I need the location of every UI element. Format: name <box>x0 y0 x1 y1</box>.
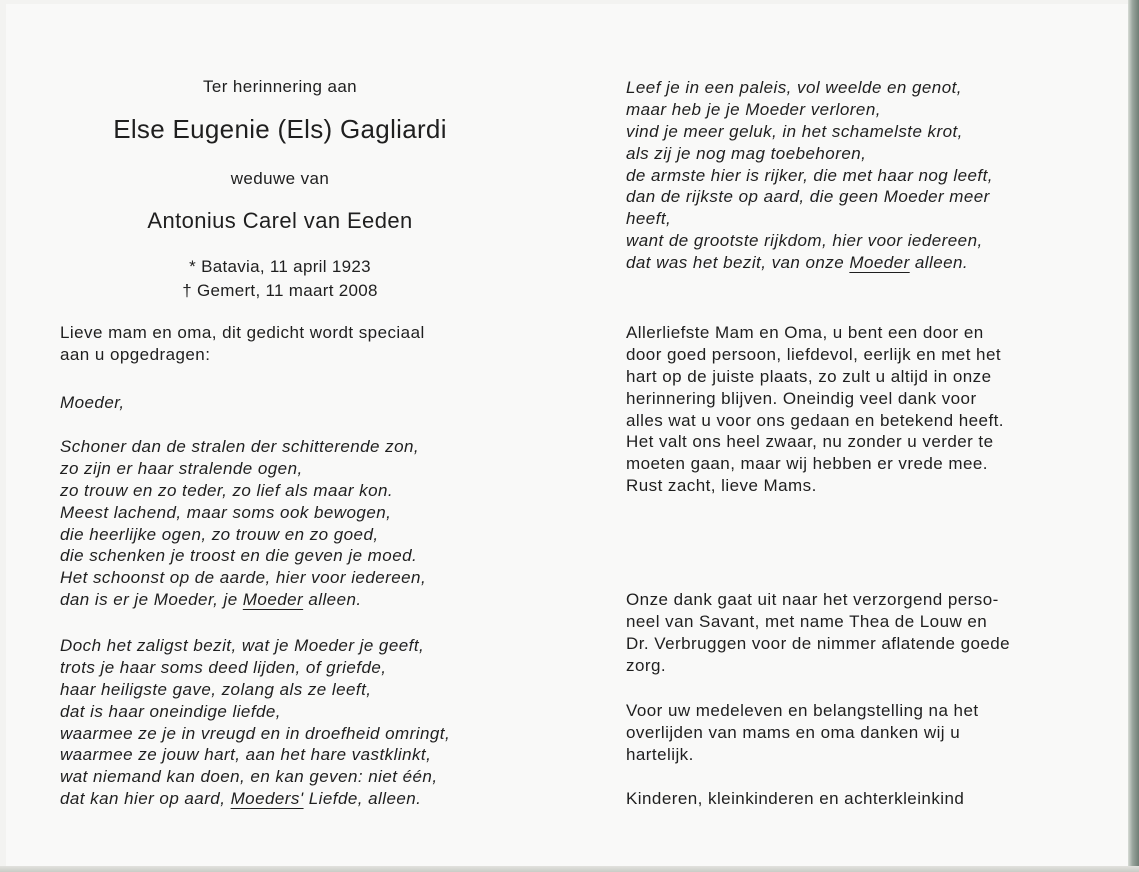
poem-line: die heerlijke ogen, zo trouw en zo goed, <box>60 524 379 544</box>
poem-line: dat is haar oneindige liefde, <box>60 701 281 721</box>
dedication-line: aan u opgedragen: <box>60 344 211 364</box>
farewell-line: door goed persoon, liefdevol, eerlijk en met het <box>626 344 1002 364</box>
poem-line: vind je meer geluk, in het schamelste krot, <box>626 121 963 141</box>
poem-line: Schoner dan de stralen der schitterende zon, <box>60 437 420 456</box>
farewell-line: Allerliefste Mam en Oma, u bent een door en <box>626 323 984 342</box>
deceased-name: Else Eugenie (Els) Gagliardi <box>113 114 447 144</box>
poem-line-final: dat kan hier op aard, Moeders' Liefde, alleen. <box>60 789 422 809</box>
poem-line-final: dan is er je Moeder, je Moeder alleen. <box>60 590 362 610</box>
farewell-line: moeten gaan, maar wij hebben er vrede mee. <box>626 454 988 474</box>
dedication-line: Lieve mam en oma, dit gedicht wordt speciaal <box>60 323 425 342</box>
poem-line: Het schoonst op de aarde, hier voor iedereen, <box>60 568 427 588</box>
thanks-line: zorg. <box>626 655 667 675</box>
spouse-name: Antonius Carel van Eeden <box>147 208 413 233</box>
poem-line: wat niemand kan doen, en kan geven: niet één, <box>60 767 438 787</box>
birth-date: * Batavia, 11 april 1923 <box>189 257 371 276</box>
underlined-word: Moeder <box>849 253 910 273</box>
thanks-line: Dr. Verbruggen voor de nimmer aflatende goede <box>626 633 1011 653</box>
poem-line: als zij je nog mag toebehoren, <box>626 143 867 163</box>
farewell-line: hart op de juiste plaats, zo zult u altijd in onze <box>626 366 992 386</box>
poem-line: heeft, <box>626 209 672 229</box>
card-bottom-edge <box>0 866 1139 872</box>
poem-title: Moeder, <box>60 393 125 412</box>
right-poem <box>626 77 993 274</box>
poem-line: waarmee ze je in vreugd en in droefheid omringt, <box>60 723 451 743</box>
poem-stanza-2 <box>60 635 450 810</box>
thanks-line: overlijden van mams en oma danken wij u <box>626 722 961 742</box>
death-date: † Gemert, 11 maart 2008 <box>182 281 378 300</box>
signature: Kinderen, kleinkinderen en achterkleinkind <box>626 789 965 808</box>
thanks-line: Voor uw medeleven en belangstelling na het <box>626 701 979 720</box>
poem-line: die schenken je troost en die geven je moed. <box>60 546 418 566</box>
thanks-line: Onze dank gaat uit naar het verzorgend perso- <box>626 590 999 609</box>
poem-line: want de grootste rijkdom, hier voor iedereen, <box>626 231 983 251</box>
poem-line: Leef je in een paleis, vol weelde en genot, <box>626 78 962 97</box>
poem-line-final: dat was het bezit, van onze Moeder alleen. <box>626 253 969 273</box>
poem-line: zo zijn er haar stralende ogen, <box>60 458 303 478</box>
underlined-word: Moeder <box>242 590 304 610</box>
poem-line: Meest lachend, maar soms ook bewogen, <box>60 502 392 522</box>
farewell-paragraph <box>626 322 1004 497</box>
poem-line: trots je haar soms deed lijden, of griefde, <box>60 657 387 677</box>
poem-line: maar heb je je Moeder verloren, <box>626 99 881 119</box>
poem-line: zo trouw en zo teder, zo lief als maar kon. <box>60 480 394 500</box>
poem-line: haar heiligste gave, zolang als ze leeft, <box>60 679 372 699</box>
poem-line: dan de rijkste op aard, die geen Moeder meer <box>626 187 990 207</box>
farewell-line: Het valt ons heel zwaar, nu zonder u verder te <box>626 432 994 452</box>
farewell-line: herinnering blijven. Oneindig veel dank voor <box>626 388 977 408</box>
underlined-word: Moeders' <box>230 789 304 809</box>
dedication <box>60 322 425 366</box>
poem-line: de armste hier is rijker, die met haar nog leeft, <box>626 165 993 185</box>
card-edge-shadow <box>1128 0 1139 872</box>
poem-line: waarmee ze jouw hart, aan het hare vastklinkt, <box>60 745 432 765</box>
farewell-line: alles wat u voor ons gedaan en betekend heeft. <box>626 410 1004 430</box>
relation-text: weduwe van <box>230 169 330 188</box>
thanks-line: neel van Savant, met name Thea de Louw en <box>626 611 988 631</box>
intro-text: Ter herinnering aan <box>202 77 358 96</box>
poem-line: Doch het zaligst bezit, wat je Moeder je geeft, <box>60 636 425 655</box>
thanks-sympathy-paragraph <box>626 700 979 766</box>
thanks-staff-paragraph <box>626 589 1010 677</box>
thanks-line: hartelijk. <box>626 744 694 764</box>
poem-stanza-1 <box>60 436 426 611</box>
farewell-line: Rust zacht, lieve Mams. <box>626 476 817 496</box>
